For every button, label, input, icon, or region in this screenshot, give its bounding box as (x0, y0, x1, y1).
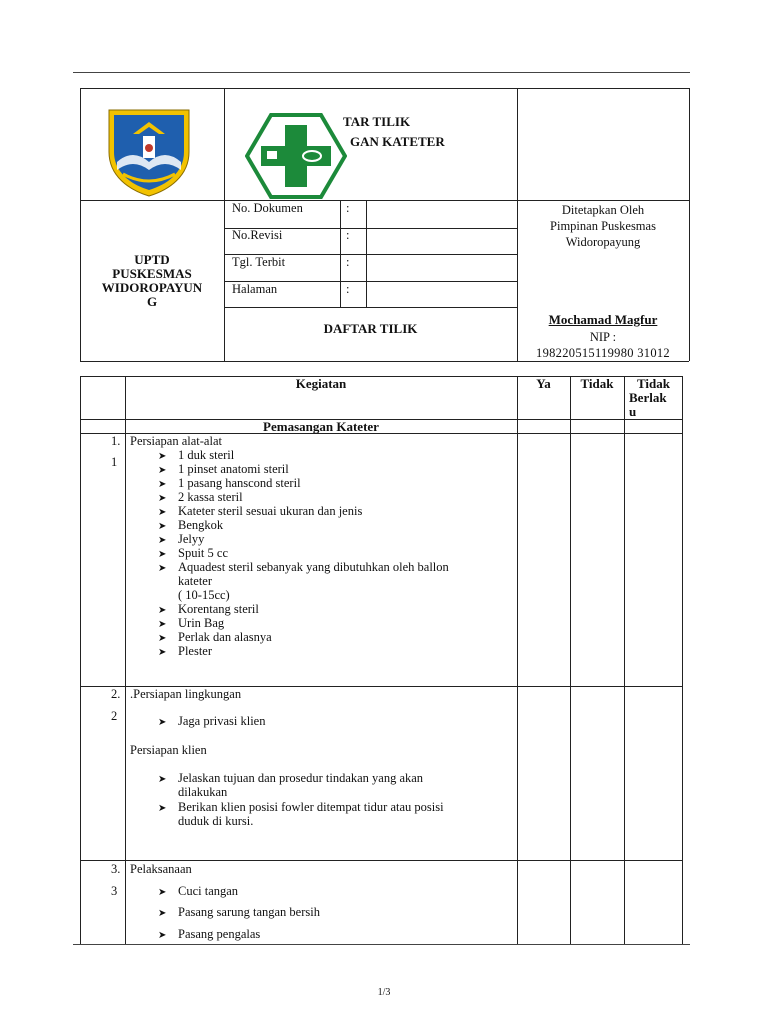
doc-type-label: DAFTAR TILIK (323, 321, 418, 336)
top-rule (73, 72, 690, 73)
arrow-bullet-icon: ➤ (158, 930, 167, 941)
arrow-bullet-icon: ➤ (158, 549, 167, 560)
arrow-bullet-icon: ➤ (158, 451, 167, 462)
col-header-tidak: Tidak (580, 376, 614, 391)
row-heading-2: Persiapan klien (130, 743, 207, 757)
arrow-bullet-icon: ➤ (158, 774, 167, 785)
approval-block: Ditetapkan Oleh Pimpinan Puskesmas Widoropayung (550, 203, 656, 249)
green-cross-icon (245, 113, 347, 199)
meta-sep: : (346, 201, 350, 215)
meta-sep: : (346, 228, 350, 242)
row-subnumber: 1 (111, 455, 118, 469)
row-number: 2. (111, 687, 121, 701)
arrow-bullet-icon: ➤ (158, 717, 167, 728)
arrow-bullet-icon: ➤ (158, 535, 167, 546)
meta-label-tgl-terbit: Tgl. Terbit (232, 255, 286, 269)
arrow-bullet-icon: ➤ (158, 465, 167, 476)
doc-title-line1: TAR TILIK (343, 114, 411, 129)
meta-sep: : (346, 255, 350, 269)
arrow-bullet-icon: ➤ (158, 507, 167, 518)
nip-value: 198220515119980 31012 (536, 346, 670, 360)
row-heading: Pelaksanaan (130, 862, 192, 876)
row-heading: .Persiapan lingkungan (130, 687, 242, 701)
row-subnumber: 2 (111, 709, 118, 723)
col-header-tidak-berlaku: Tidak Berlak u (629, 376, 671, 419)
arrow-bullet-icon: ➤ (158, 908, 167, 919)
list-item: ➤ Berikan klien posisi fowler ditempat tidur atau posisi (158, 800, 444, 814)
page-number: 1/3 (377, 987, 391, 998)
regency-emblem-icon (103, 104, 195, 198)
arrow-bullet-icon: ➤ (158, 563, 167, 574)
list-item: ➤ Jelaskan tujuan dan prosedur tindakan yang akan (158, 771, 424, 785)
row-subnumber: 3 (111, 884, 118, 898)
arrow-bullet-icon: ➤ (158, 619, 167, 630)
arrow-bullet-icon: ➤ (158, 479, 167, 490)
meta-label-no-revisi: No.Revisi (232, 228, 283, 242)
meta-sep: : (346, 282, 350, 296)
col-header-kegiatan: Kegiatan (295, 376, 347, 391)
arrow-bullet-icon: ➤ (158, 605, 167, 616)
list-item: ➤ Jaga privasi klien (158, 714, 266, 728)
signer-name: Mochamad Magfur (548, 312, 658, 327)
arrow-bullet-icon: ➤ (158, 521, 167, 532)
row-heading: Persiapan alat-alat (130, 434, 222, 448)
arrow-bullet-icon: ➤ (158, 633, 167, 644)
col-header-ya: Ya (536, 376, 551, 391)
arrow-bullet-icon: ➤ (158, 887, 167, 898)
arrow-bullet-icon: ➤ (158, 493, 167, 504)
arrow-bullet-icon: ➤ (158, 803, 167, 814)
section-title: Pemasangan Kateter (263, 419, 379, 434)
nip-label: NIP : (589, 330, 617, 344)
meta-label-halaman: Halaman (232, 282, 278, 296)
meta-label-no-dokumen: No. Dokumen (232, 201, 303, 215)
row-number: 3. (111, 862, 121, 876)
list-item: ➤ Pasang pengalas (158, 927, 261, 941)
doc-title-line2: GAN KATETER (350, 134, 445, 149)
arrow-bullet-icon: ➤ (158, 647, 167, 658)
list-item: ➤ Pasang sarung tangan bersih (158, 905, 320, 919)
row-number: 1. (111, 434, 121, 448)
list-item: ➤ Cuci tangan (158, 884, 239, 898)
org-name: UPTD PUSKESMAS WIDOROPAYUN G (101, 252, 203, 309)
bottom-rule (73, 944, 690, 945)
